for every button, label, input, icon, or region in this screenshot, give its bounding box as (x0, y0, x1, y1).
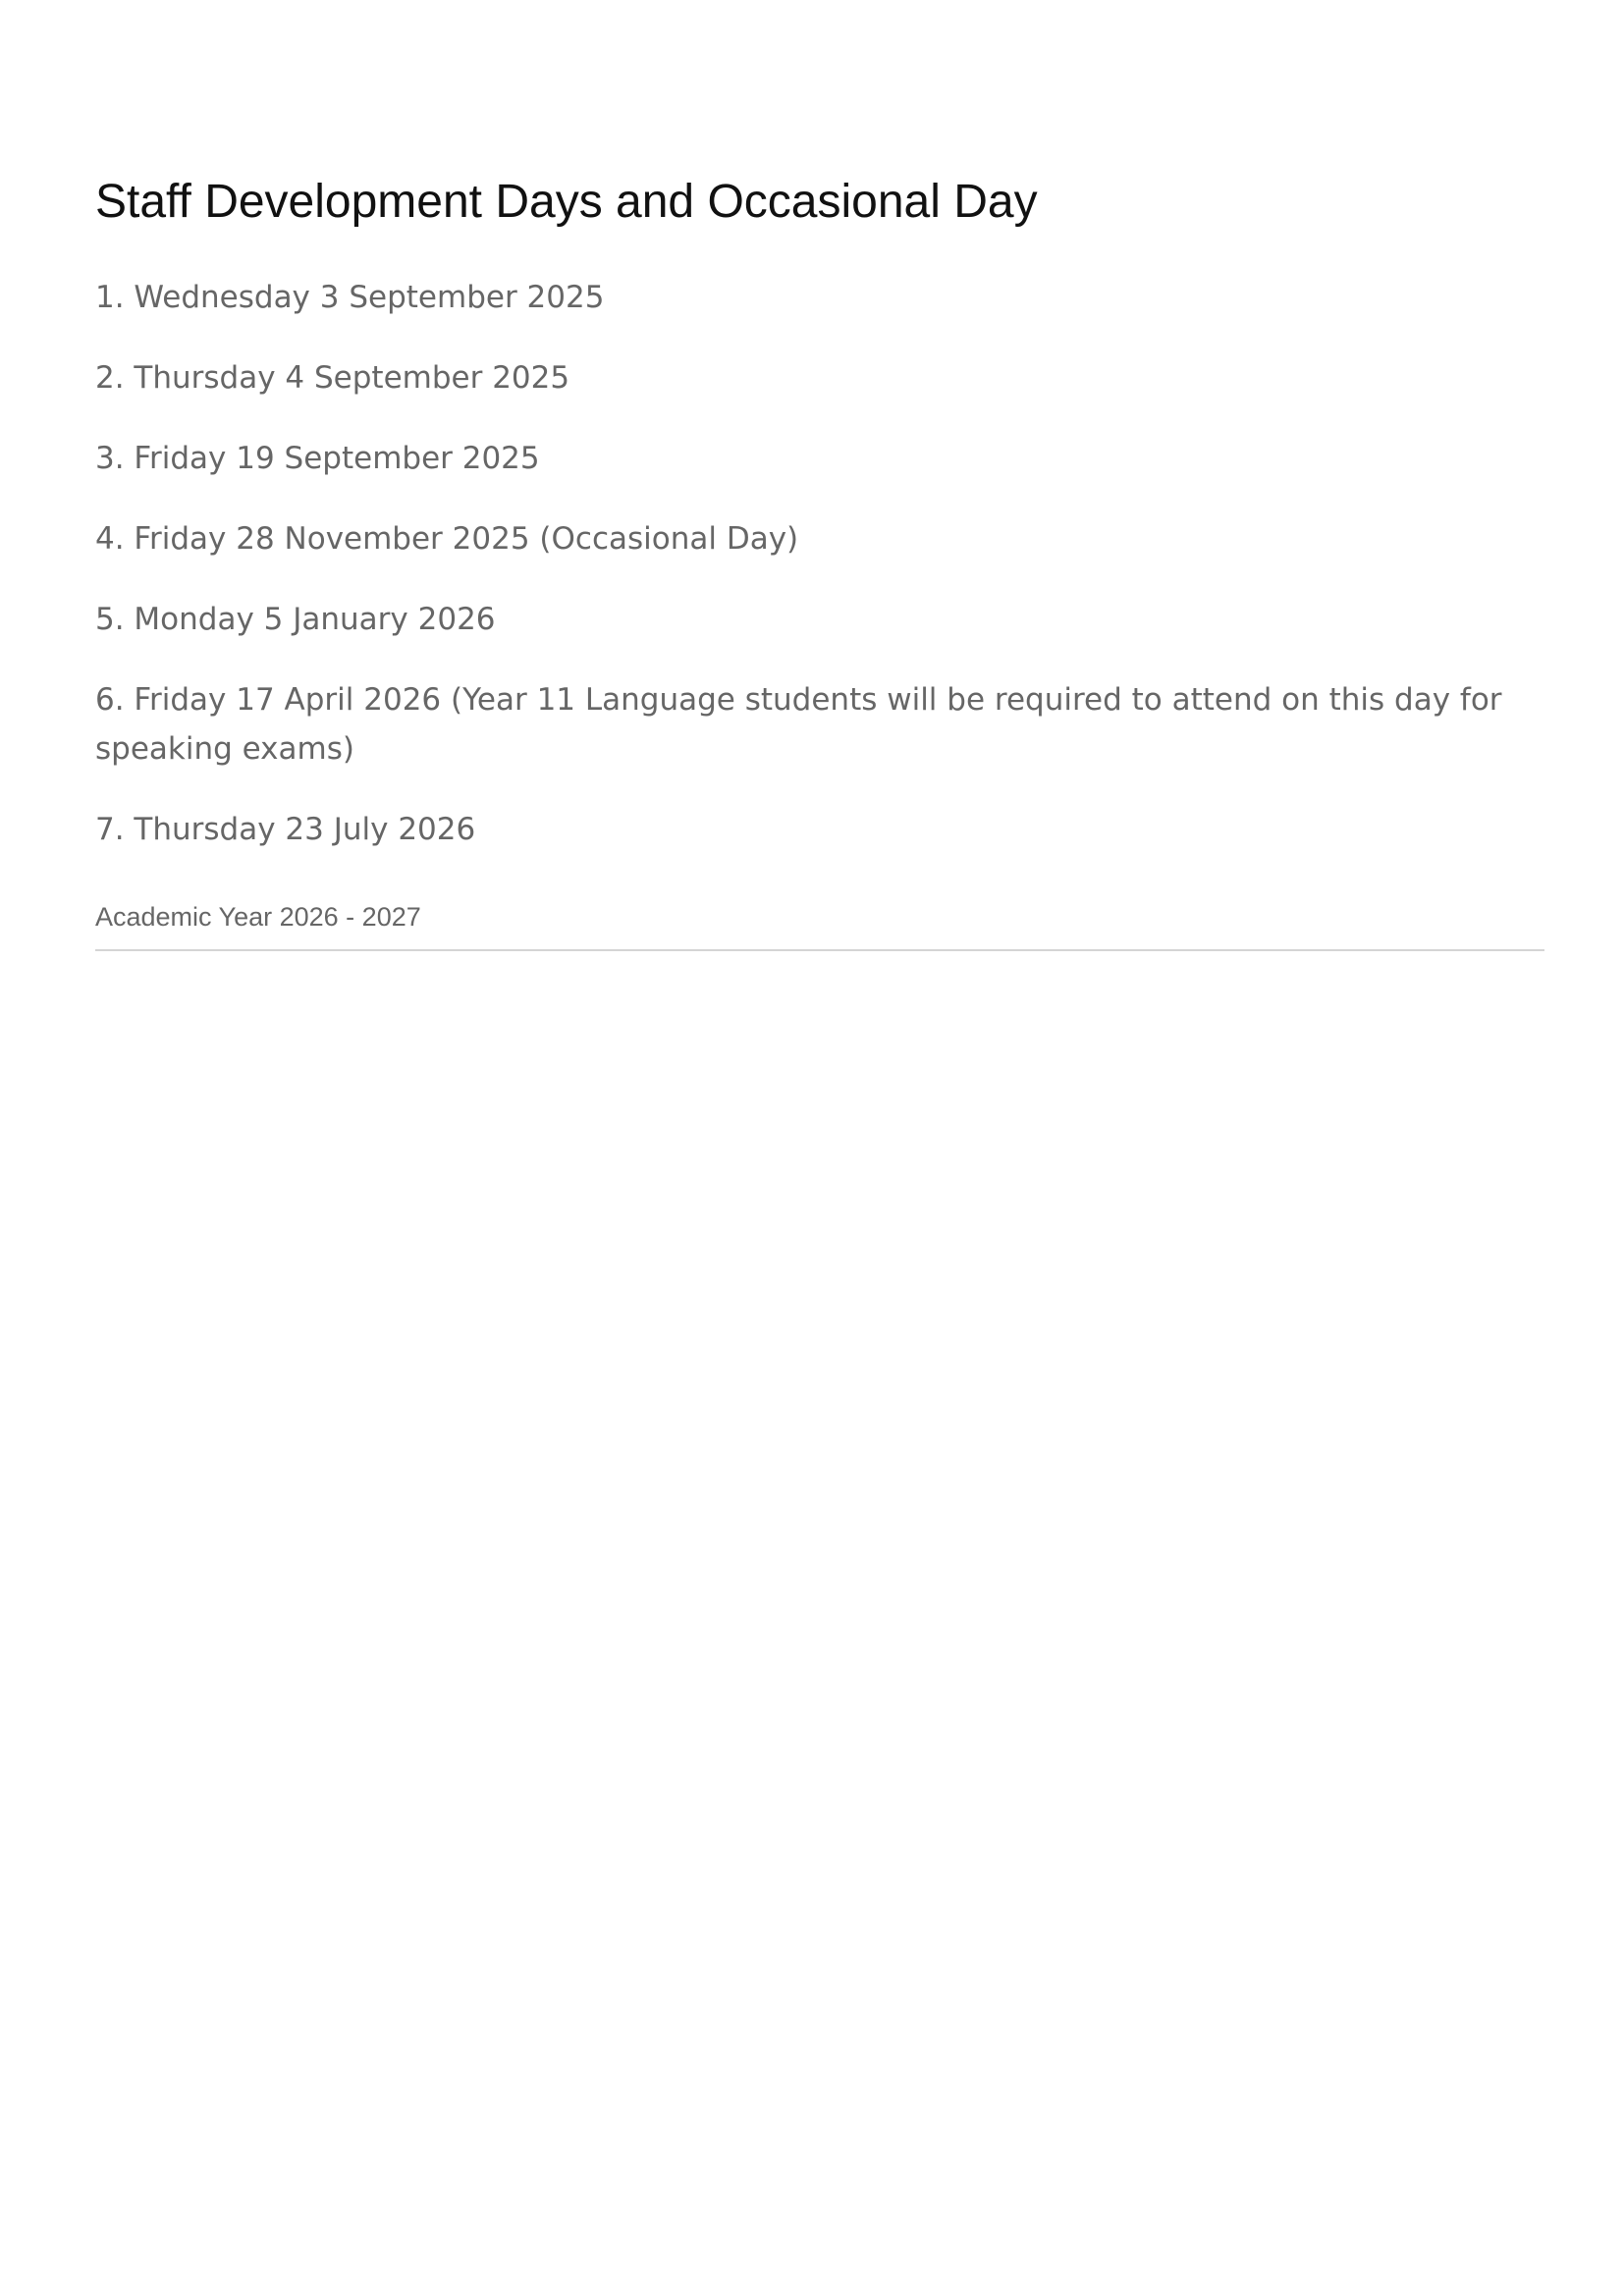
date-item-6: 6. Friday 17 April 2026 (Year 11 Language students will be required to attend on this day for speaking exams) (95, 682, 1502, 767)
academic-year-label: Academic Year 2026 - 2027 (95, 902, 421, 932)
staff-development-date-list (95, 273, 1544, 885)
date-item-2: 2. Thursday 4 September 2025 (95, 360, 570, 396)
page-title: Staff Development Days and Occasional Day (95, 176, 1038, 228)
date-item-5: 5. Monday 5 January 2026 (95, 602, 496, 637)
date-item-7: 7. Thursday 23 July 2026 (95, 812, 476, 847)
date-item-4: 4. Friday 28 November 2025 (Occasional Day) (95, 521, 799, 557)
date-item-1: 1. Wednesday 3 September 2025 (95, 280, 605, 315)
date-item-3: 3. Friday 19 September 2025 (95, 441, 540, 476)
section-divider (95, 949, 1544, 951)
